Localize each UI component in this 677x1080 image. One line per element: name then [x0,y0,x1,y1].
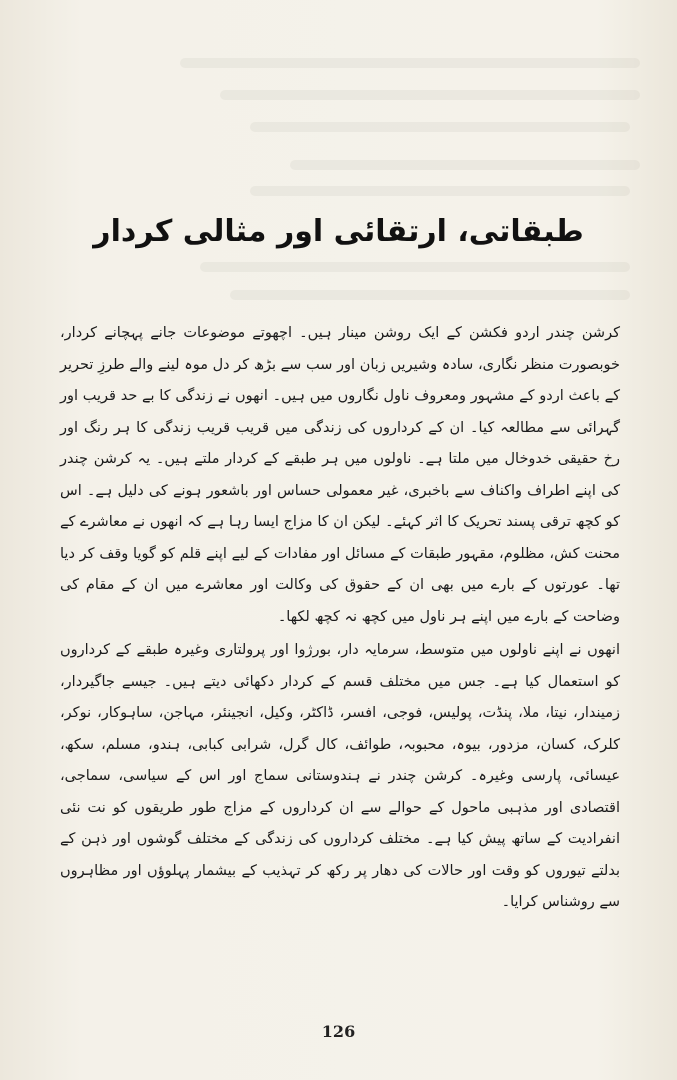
bleed-through-mark [250,122,630,132]
bleed-through-mark [200,262,630,272]
chapter-title: طبقاتی، ارتقائی اور مثالی کردار [93,214,584,249]
body-text [60,318,620,919]
paragraph: انھوں نے اپنے ناولوں میں متوسط، سرمایہ دار، بورژوا اور پرولتاری وغیرہ طبقے کے کرداروں کو استعمال کیا ہے۔ جس میں مختلف قسم کے کردار دکھائی دیتے ہیں۔ جیسے جاگیردار، زمیندار، نیتا، ملا، پنڈت، پولیس، فوجی، افسر، ڈاکٹر، وکیل، انجینئر، مہاجن، ساہوکار، نوکر، کلرک، کسان، مزدور، بیوہ، محبوبہ، طوائف، کال گرل، شرابی کبابی، ہندو، مسلم، سکھ، عیسائی، پارسی وغیرہ۔ کرشن چندر نے ہندوستانی سماج اور اس کے سیاسی، سماجی، اقتصادی اور مذہبی ماحول کے حوالے سے ان کرداروں کے مزاج طور طریقوں کو نت نئی انفرادیت کے ساتھ پیش کیا ہے۔ مختلف کرداروں کی زندگی کے مختلف گوشوں اور ذہن کے بدلتے تیوروں کو وقت اور حالات کی دھار پر رکھ کر تہذیب کے بیشمار پہلوؤں اور مظاہروں سے روشناس کرایا۔ [60,642,620,910]
bleed-through-mark [230,290,630,300]
bleed-through-mark [220,90,640,100]
page-number: 126 [321,1022,356,1041]
paragraph: کرشن چندر اردو فکشن کے ایک روشن مینار ہیں۔ اچھوتے موضوعات جانے پہچانے کردار، خوبصورت منظر نگاری، سادہ وشیریں زبان اور سب سے بڑھ کر دل موہ لینے والے طرزِ تحریر کے باعث اردو کے مشہور ومعروف ناول نگاروں میں ہیں۔ انھوں نے زندگی کا بے حد قریب اور گہرائی سے مطالعہ کیا۔ ان کے کرداروں کی زندگی میں قریب قریب زندگی کا ہر رنگ اور رخ حقیقی خدوخال میں ملتا ہے۔ ناولوں میں ہر طبقے کے کردار ملتے ہیں۔ یہ کرشن چندر کی اپنے اطراف واکناف سے باخبری، غیر معمولی حساس اور باشعور ہونے کی دلیل ہے۔ اس کو کچھ ترقی پسند تحریک کا اثر کہئے۔ لیکن ان کا مزاج ایسا رہا ہے کہ انھوں نے معاشرے کے محنت کش، مظلوم، مقہور طبقات کے مسائل اور مفادات کے لیے اپنے قلم کو گویا وقف کر دیا تھا۔ عورتوں کے بارے میں بھی ان کے حقوق کی وکالت اور معاشرے میں ان کے مقام کی وضاحت کے بارے میں اپنے ہر ناول میں کچھ نہ کچھ لکھا۔ [60,325,620,625]
bleed-through-mark [180,58,640,68]
bleed-through-mark [290,160,640,170]
bleed-through-mark [250,186,630,196]
